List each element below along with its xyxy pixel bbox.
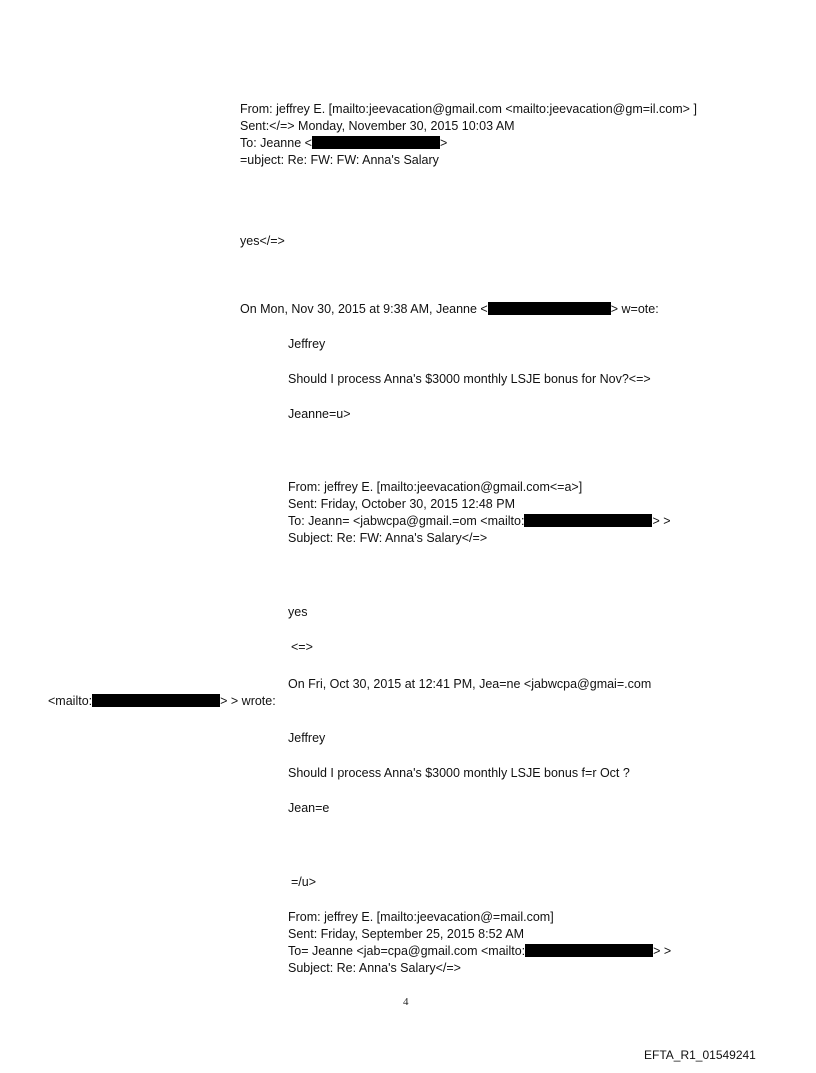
email-subject-line: Subject: Re: FW: Anna's Salary</=> [288, 531, 488, 545]
email-from-line: From: jeffrey E. [mailto:jeevacation@gmail.com<=a>] [288, 480, 583, 494]
quote-attribution-prefix: On Mon, Nov 30, 2015 at 9:38 AM, Jeanne < [240, 302, 488, 316]
redaction-bar [525, 944, 653, 957]
bates-number: EFTA_R1_01549241 [644, 1048, 756, 1062]
quote-greeting: Jeffrey [288, 731, 326, 745]
email-to-suffix: > > [652, 514, 671, 528]
email-to-line [288, 944, 671, 959]
email-to-prefix: To: Jeann= <jabwcpa@gmail.=om <mailto: [288, 514, 525, 528]
quote-signoff: Jeanne=u> [288, 407, 351, 421]
email-to-line [288, 514, 671, 529]
email-sent-line: Sent: Friday, September 25, 2015 8:52 AM [288, 927, 525, 941]
quote-question: Should I process Anna's $3000 monthly LSJE bonus f=r Oct ? [288, 766, 630, 780]
quote-signoff: Jean=e [288, 801, 330, 815]
quote-attribution-prefix: <mailto: [48, 694, 93, 708]
quote-greeting: Jeffrey [288, 337, 326, 351]
email-to-line [240, 136, 447, 151]
reply-text: yes [288, 605, 308, 619]
email-subject-line: Subject: Re: Anna's Salary</=> [288, 961, 461, 975]
redaction-bar [524, 514, 652, 527]
email-sent-line: Sent:</=> Monday, November 30, 2015 10:03 AM [240, 119, 515, 133]
reply-text: yes</=> [240, 234, 285, 248]
email-subject-line: =ubject: Re: FW: FW: Anna's Salary [240, 153, 439, 167]
email-to-suffix: > > [653, 944, 672, 958]
quote-attribution-suffix: > > wrote: [220, 694, 276, 708]
email-from-line: From: jeffrey E. [mailto:jeevacation@gmail.com <mailto:jeevacation@gm=il.com> ] [240, 102, 697, 116]
quote-attribution-line: On Fri, Oct 30, 2015 at 12:41 PM, Jea=ne <jabwcpa@gmai=.com [288, 677, 652, 691]
email-to-suffix: > [439, 136, 448, 150]
quote-attribution-line-2 [48, 694, 276, 709]
email-to-prefix: To: Jeanne < [240, 136, 312, 150]
redaction-bar [312, 136, 440, 149]
reply-marker: <=> [291, 640, 313, 654]
quote-question: Should I process Anna's $3000 monthly LSJE bonus for Nov?<=> [288, 372, 651, 386]
redaction-bar [92, 694, 220, 707]
quote-marker: =/u> [291, 875, 317, 889]
email-from-line: From: jeffrey E. [mailto:jeevacation@=mail.com] [288, 910, 554, 924]
quote-attribution-line [240, 302, 659, 317]
redaction-bar [488, 302, 611, 315]
quote-attribution-suffix: > w=ote: [610, 302, 659, 316]
page-number: 4 [403, 996, 409, 1008]
email-sent-line: Sent: Friday, October 30, 2015 12:48 PM [288, 497, 515, 511]
email-to-prefix: To= Jeanne <jab=cpa@gmail.com <mailto: [288, 944, 526, 958]
